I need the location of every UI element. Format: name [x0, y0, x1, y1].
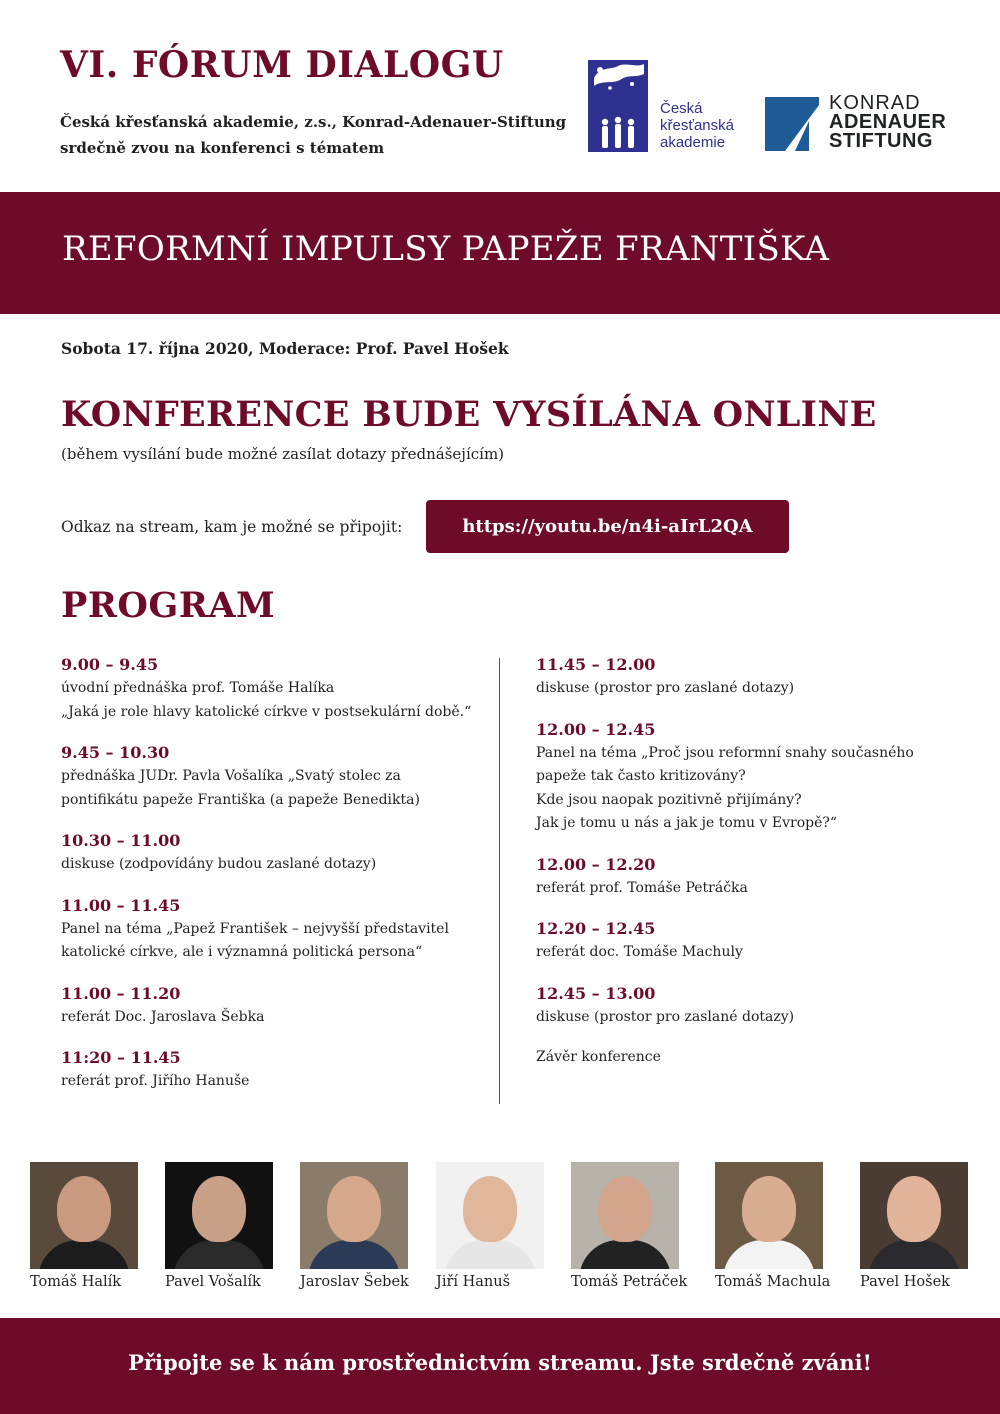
speaker-name: Tomáš Machula	[715, 1274, 831, 1290]
speaker-photo	[715, 1162, 823, 1269]
program-column-right	[536, 655, 956, 1069]
speaker-name: Pavel Hošek	[860, 1274, 950, 1290]
program-item	[536, 919, 956, 965]
speaker-name: Tomáš Halík	[30, 1274, 122, 1290]
program-item-time: 11.45 – 12.00	[536, 655, 656, 674]
speaker-card	[165, 1162, 273, 1290]
program-item-description	[536, 742, 956, 836]
program-item-line: diskuse (prostor pro zaslané dotazy)	[536, 680, 795, 696]
program-divider	[499, 658, 500, 1104]
speaker-card	[30, 1162, 138, 1290]
speaker-card	[300, 1162, 408, 1290]
stream-link-button[interactable]: https://youtu.be/n4i-aIrL2QA	[426, 500, 789, 553]
program-item-description	[61, 1006, 481, 1030]
cka-logo-text	[660, 100, 734, 151]
speaker-name: Jaroslav Šebek	[300, 1274, 409, 1290]
program-item	[61, 655, 481, 724]
speaker-photo	[30, 1162, 138, 1269]
kas-logo	[765, 92, 947, 155]
speaker-card	[436, 1162, 544, 1290]
program-item-time: 11.00 – 11.45	[61, 895, 181, 915]
cka-logo-icon	[588, 60, 648, 152]
footer-banner	[0, 1318, 1000, 1414]
program-item-description	[61, 765, 481, 812]
speaker-card	[715, 1162, 831, 1290]
program-item-time: 10.30 – 11.00	[61, 831, 181, 850]
program-item	[536, 984, 956, 1030]
program-item-description	[536, 877, 956, 901]
program-item-line: Panel na téma „Papež František – nejvyšší představitel	[61, 920, 449, 937]
program-item-line: úvodní přednáška prof. Tomáše Halíka	[61, 680, 335, 696]
program-item-line: Jak je tomu u nás a jak je tomu v Evropě?“	[536, 815, 838, 831]
program-heading: PROGRAM	[61, 585, 276, 626]
program-item-line: Panel na téma „Proč jsou reformní snahy současného	[536, 744, 914, 761]
speaker-photo	[300, 1162, 408, 1269]
kas-logo-line-3: STIFTUNG	[829, 130, 933, 152]
program-item-line: katolické církve, ale i významná politická persona“	[61, 944, 423, 960]
program-item-description	[61, 677, 481, 724]
program-item-line: referát prof. Tomáše Petráčka	[536, 879, 748, 896]
program-item	[536, 720, 956, 836]
online-note: (během vysílání bude možné zasílat dotazy přednášejícím)	[61, 445, 505, 463]
speaker-name: Tomáš Petráček	[571, 1274, 688, 1290]
program-item	[61, 831, 481, 877]
kas-logo-text	[829, 94, 946, 151]
title-banner	[0, 192, 1000, 314]
program-item-time: 12.45 – 13.00	[536, 983, 656, 1003]
cka-logo-line-3: akademie	[660, 134, 726, 151]
online-heading: KONFERENCE BUDE VYSÍLÁNA ONLINE	[61, 394, 877, 435]
program-item-line: referát doc. Tomáše Machuly	[536, 944, 743, 960]
program-item-time: 11:20 – 11.45	[61, 1048, 181, 1067]
program-item-time: 12.00 – 12.45	[536, 719, 656, 739]
program-item-line: referát prof. Jiřího Hanuše	[61, 1073, 250, 1089]
program-item-line: přednáška JUDr. Pavla Vošalíka „Svatý stolec za	[61, 768, 401, 784]
program-item	[61, 743, 481, 812]
program-item	[536, 855, 956, 901]
program-item	[61, 984, 481, 1030]
program-item-line: referát Doc. Jaroslava Šebka	[61, 1008, 265, 1025]
kas-logo-line-1: KONRAD	[829, 92, 921, 114]
speaker-photo	[860, 1162, 968, 1269]
program-closing: Závěr konference	[536, 1049, 661, 1065]
conference-title: REFORMNÍ IMPULSY PAPEŽE FRANTIŠKA	[62, 229, 830, 269]
program-item	[61, 896, 481, 965]
program-item-time: 11.00 – 11.20	[61, 983, 181, 1003]
footer-text: Připojte se k nám prostřednictvím streamu. Jste srdečně zváni!	[128, 1350, 872, 1375]
speaker-photo	[571, 1162, 679, 1269]
kas-logo-icon	[765, 97, 819, 151]
speaker-photo	[165, 1162, 273, 1269]
program-item-line: diskuse (zodpovídány budou zaslané dotazy)	[61, 856, 377, 872]
invitation-line-2: srdečně zvou na konferenci s tématem	[60, 139, 385, 157]
program-item-line: pontifikátu papeže Františka (a papeže Benedikta)	[61, 791, 420, 808]
kas-logo-line-2: ADENAUER	[829, 111, 947, 133]
date-moderator-line: Sobota 17. října 2020, Moderace: Prof. Pavel Hošek	[61, 339, 509, 358]
invitation-line-1: Česká křesťanská akademie, z.s., Konrad-Adenauer-Stiftung	[60, 113, 567, 131]
program-item-description	[61, 1070, 481, 1094]
forum-title: VI. FÓRUM DIALOGU	[60, 44, 504, 86]
program-item-line: Kde jsou naopak pozitivně přijímány?	[536, 791, 802, 808]
program-item-time: 12.20 – 12.45	[536, 919, 656, 938]
program-item	[61, 1048, 481, 1094]
program-column-left	[61, 655, 481, 1113]
speaker-card	[860, 1162, 968, 1290]
program-item-description	[536, 1006, 956, 1030]
program-item-description	[536, 941, 956, 965]
program-item-line: „Jaká je role hlavy katolické církve v postsekulární době.“	[61, 703, 472, 720]
program-item-time: 9.45 – 10.30	[61, 743, 170, 762]
speaker-photo	[436, 1162, 544, 1269]
program-item-time: 12.00 – 12.20	[536, 854, 656, 874]
stream-label: Odkaz na stream, kam je možné se připojit:	[61, 518, 403, 536]
cka-logo	[588, 60, 748, 155]
program-item-description	[61, 853, 481, 877]
cka-logo-line-2: křesťanská	[660, 117, 734, 134]
cka-logo-line-1: Česká	[660, 100, 703, 117]
speaker-name: Jiří Hanuš	[436, 1274, 511, 1290]
program-item-description	[61, 918, 481, 965]
program-item-line: papeže tak často kritizovány?	[536, 768, 746, 784]
speaker-card	[571, 1162, 688, 1290]
program-item-line: diskuse (prostor pro zaslané dotazy)	[536, 1008, 795, 1025]
program-item	[536, 655, 956, 701]
program-item-time: 9.00 – 9.45	[61, 655, 159, 674]
program-item-description	[536, 677, 956, 701]
invitation-text	[60, 109, 566, 161]
speaker-name: Pavel Vošalík	[165, 1274, 261, 1290]
